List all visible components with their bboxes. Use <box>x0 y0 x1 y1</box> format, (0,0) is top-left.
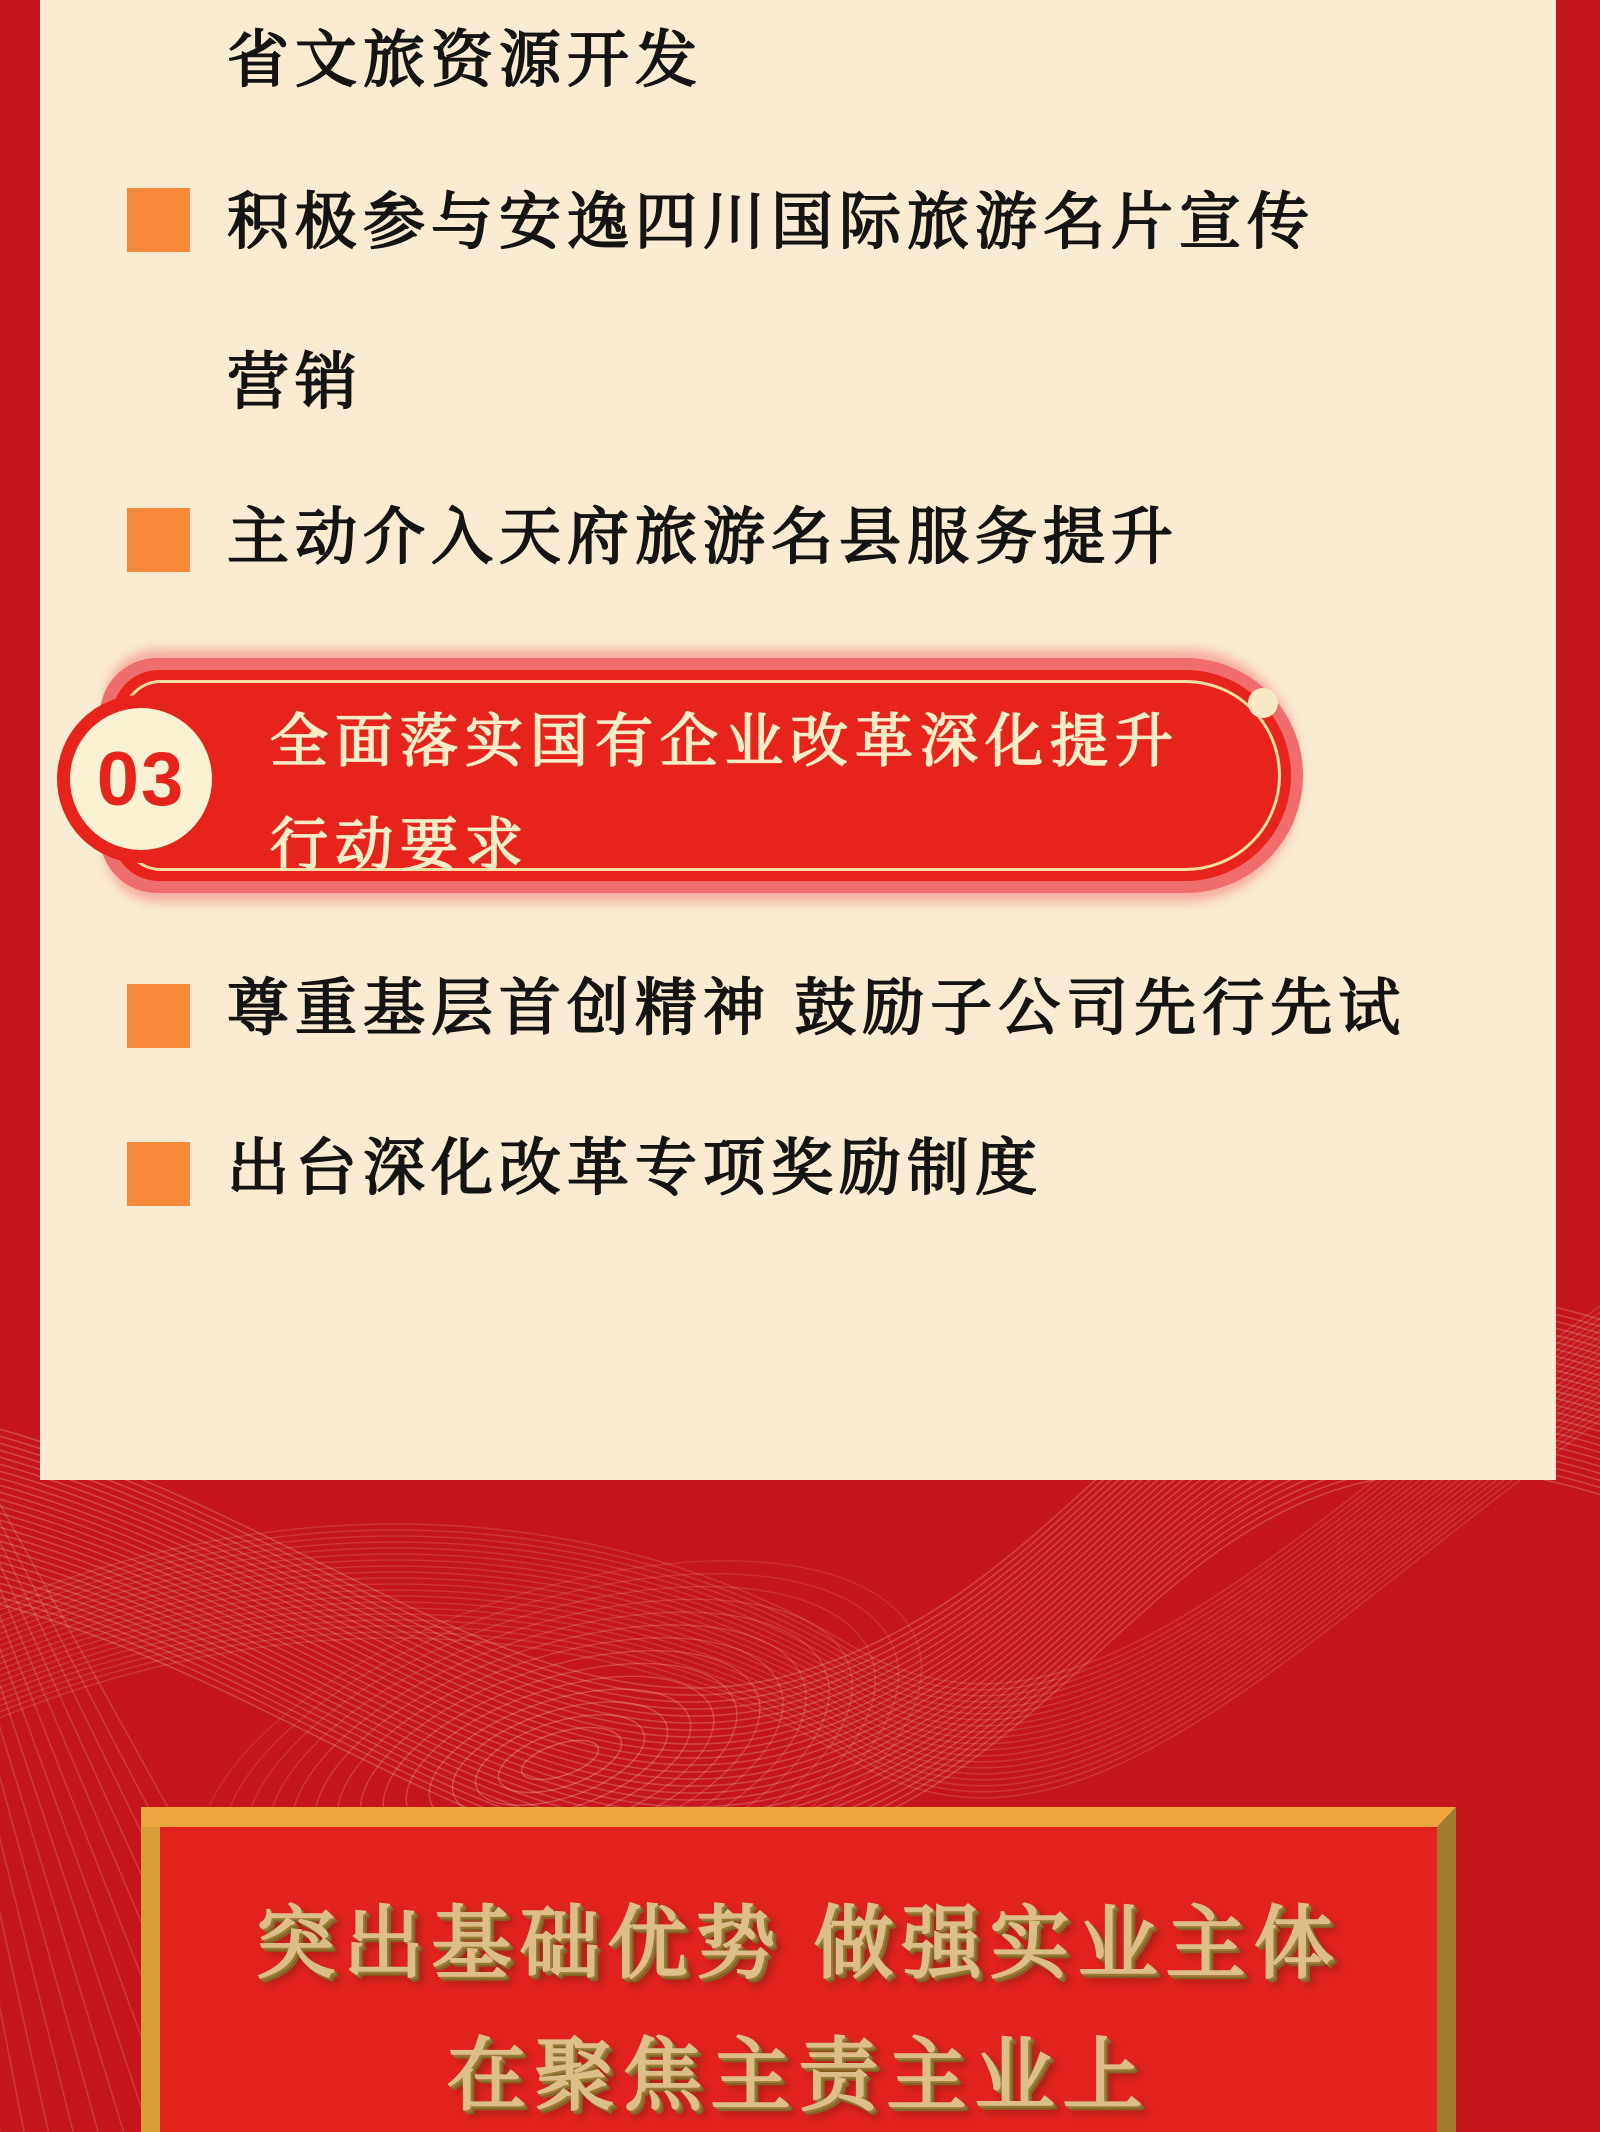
footer-slogan-line2: 在聚焦主责主业上 <box>446 2031 1151 2120</box>
list-line: 出台深化改革专项奖励制度 <box>227 1134 1044 1203</box>
section-number-badge <box>57 695 225 863</box>
list-line-continuation: 省文旅资源开发 <box>227 26 704 95</box>
list-line-wrap: 营销 <box>227 348 364 417</box>
section-title-line1: 全面落实国有企业改革深化提升 <box>270 709 1181 774</box>
content-panel <box>40 0 1556 1480</box>
bullet-square-icon <box>127 1142 190 1206</box>
list-line: 主动介入天府旅游名县服务提升 <box>227 503 1180 572</box>
bullet-square-icon <box>127 188 190 252</box>
bullet-square-icon <box>127 984 190 1048</box>
list-line: 尊重基层首创精神 鼓励子公司先行先试 <box>227 974 1407 1043</box>
bullet-square-icon <box>127 508 190 572</box>
footer-slogan-frame <box>141 1807 1456 2132</box>
section-banner <box>96 658 1303 893</box>
footer-frame-top-border <box>141 1807 1456 1827</box>
list-line: 积极参与安逸四川国际旅游名片宣传 <box>227 188 1316 257</box>
section-number: 03 <box>96 736 186 822</box>
footer-slogan-line1: 突出基础优势 做强实业主体 <box>255 1899 1342 1988</box>
banner-dot-icon <box>1248 688 1278 718</box>
section-title-line2: 行动要求 <box>270 813 531 878</box>
